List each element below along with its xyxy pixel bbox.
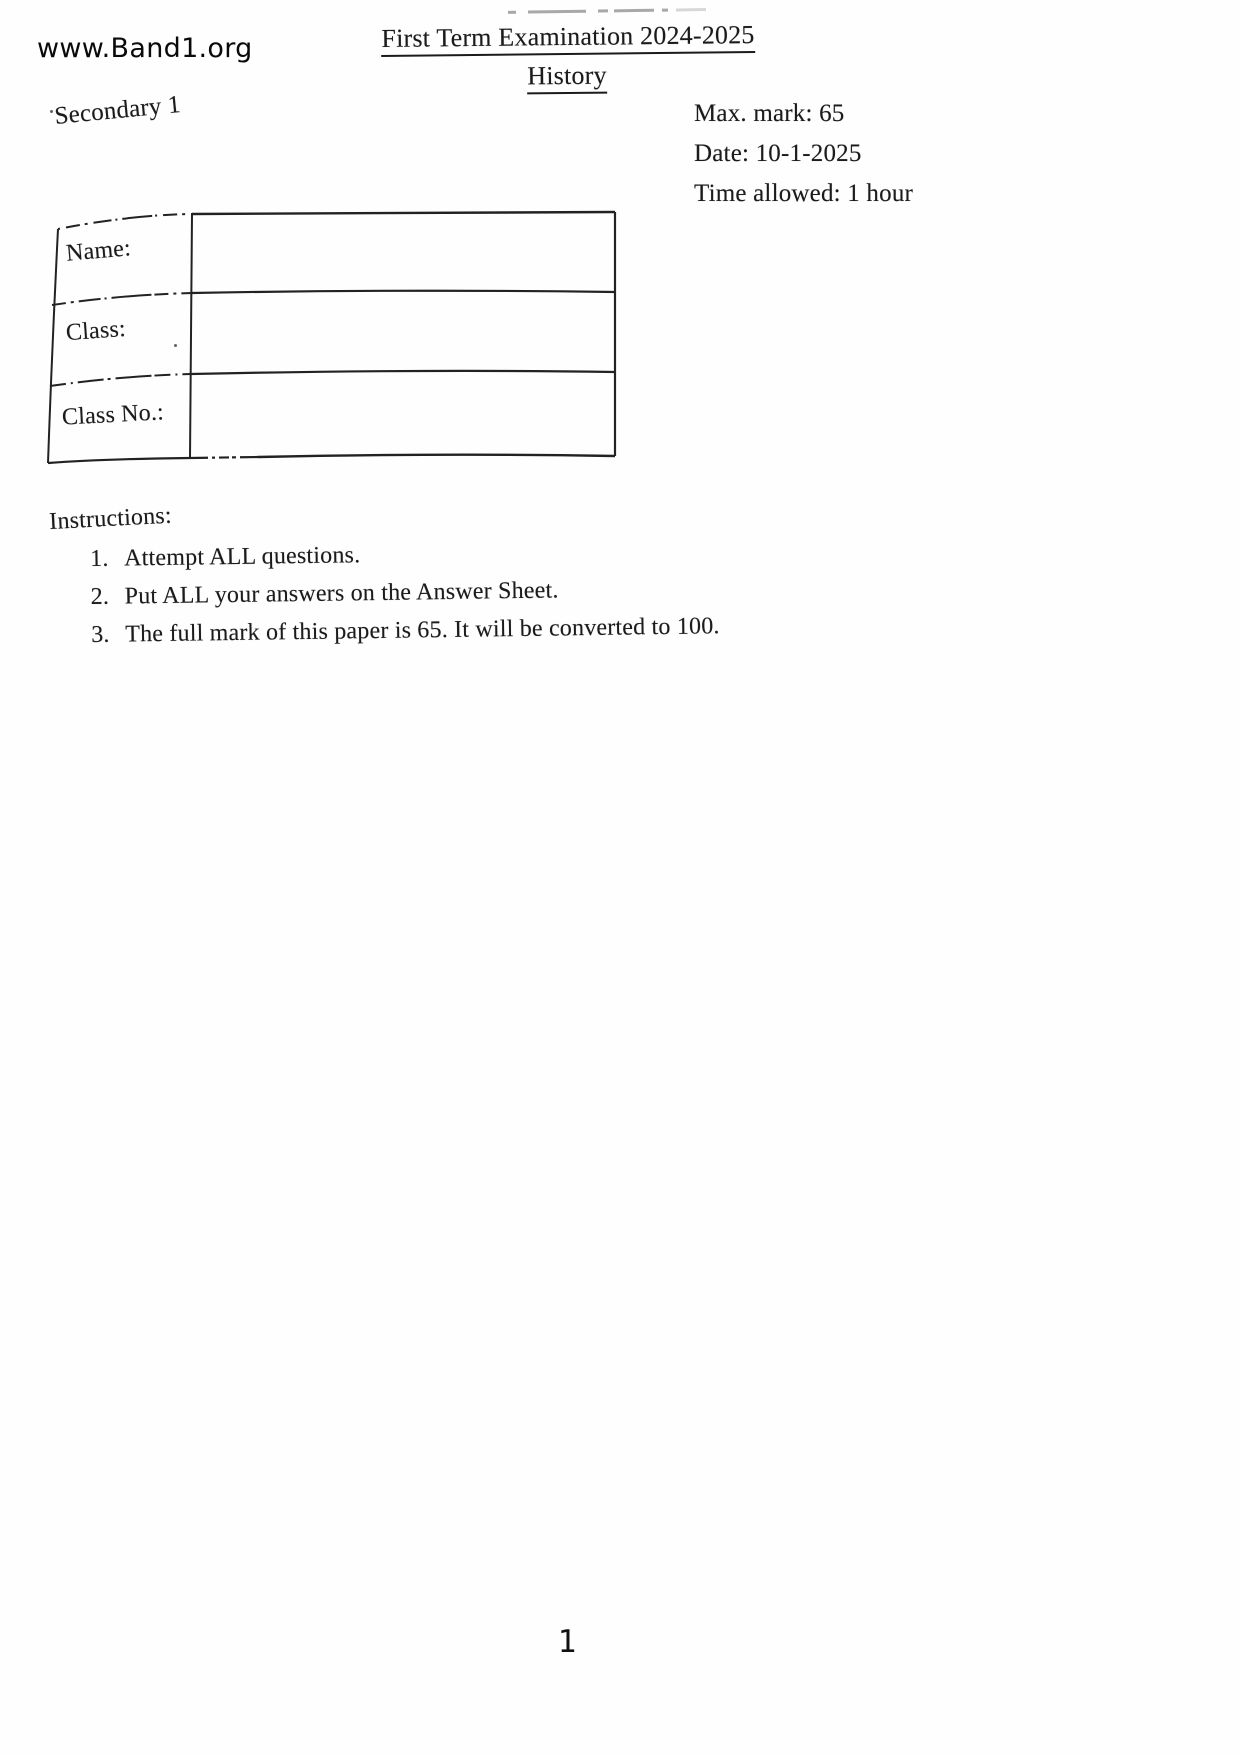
item-text: Put ALL your answers on the Answer Sheet. bbox=[124, 577, 559, 610]
student-info-table bbox=[40, 198, 640, 478]
class-no-cell bbox=[195, 378, 610, 452]
class-no-label: Class No.: bbox=[61, 399, 165, 431]
class-cell bbox=[195, 296, 610, 370]
scan-artifact-dashes bbox=[508, 5, 768, 15]
class-label: Class: bbox=[65, 315, 127, 347]
time-allowed: Time allowed: 1 hour bbox=[694, 180, 914, 207]
exam-title bbox=[372, 20, 764, 54]
exam-subject-text: History bbox=[527, 61, 607, 95]
instruction-item bbox=[91, 613, 720, 648]
item-number: 2. bbox=[90, 583, 110, 610]
page-number: 1 bbox=[557, 1624, 577, 1660]
watermark: www.Band1.org bbox=[37, 33, 253, 64]
item-number: 1. bbox=[90, 545, 109, 572]
instruction-item bbox=[90, 537, 719, 572]
exam-title-text: First Term Examination 2024-2025 bbox=[381, 20, 754, 57]
exam-level: Secondary 1 bbox=[53, 91, 182, 131]
instruction-item bbox=[91, 575, 720, 610]
item-text: The full mark of this paper is 65. It will be converted to 100. bbox=[125, 613, 720, 648]
instructions-heading: Instructions: bbox=[48, 502, 173, 536]
scan-artifact-dot bbox=[174, 344, 177, 347]
exam-date: Date: 10-1-2025 bbox=[694, 140, 862, 167]
name-cell bbox=[195, 216, 610, 290]
exam-subject bbox=[482, 60, 652, 92]
max-mark: Max. mark: 65 bbox=[694, 100, 845, 127]
exam-info-block bbox=[694, 100, 913, 207]
item-number: 3. bbox=[91, 621, 110, 648]
name-label: Name: bbox=[64, 235, 132, 267]
item-text: Attempt ALL questions. bbox=[123, 542, 361, 572]
scan-artifact-dot bbox=[50, 110, 53, 113]
instruction-list bbox=[90, 537, 720, 648]
